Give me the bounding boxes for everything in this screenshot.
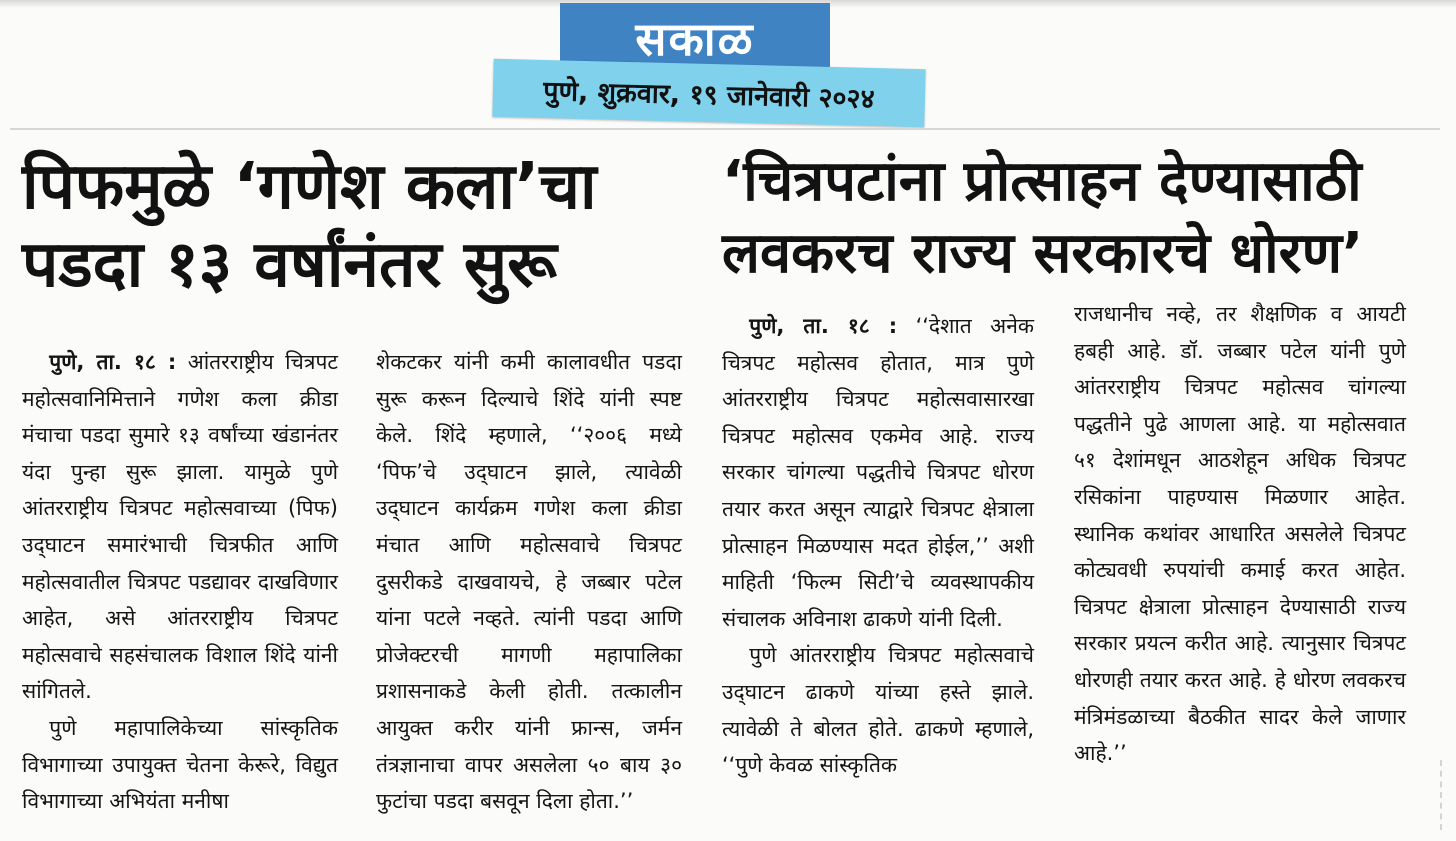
article1-headline <box>22 148 597 304</box>
article2-dateline: पुणे, ता. १८ : <box>749 314 898 338</box>
article1-headline-line1: पिफमुळे ‘गणेश कला’चा <box>22 150 597 224</box>
article1-column2 <box>376 344 682 820</box>
article1-paragraph2: पुणे महापालिकेच्या सांस्कृतिक विभागाच्या उपायुक्त चेतना केरूरे, विद्युत विभागाच्या अभियंता मनीषा <box>22 715 338 814</box>
article1-headline-line2: पडदा १३ वर्षांनंतर सुरू <box>22 228 557 303</box>
article2-paragraph3: राजधानीच नव्हे, तर शैक्षणिक व आयटी हबही आहे. डॉ. जब्बार पटेल यांनी पुणे आंतरराष्ट्रीय चित्रपट महोत्सव चांगल्या पद्धतीने पुढे आणला आहे. या महोत्सवात ५१ देशांमधून आठशेहून अधिक चित्रपट रसिकांना पाहण्यास मिळणार आहेत. स्थानिक कथांवर आधारित असलेले चित्रपट कोट्यवधी रुपयांची कमाई करत आहेत. चित्रपट क्षेत्राला प्रोत्साहन देण्यासाठी राज्य सरकार प्रयत्न करीत आहे. त्यानुसार चित्रपट धोरणही तयार करत आहे. हे धोरण लवकरच मंत्रिमंडळाच्या बैठकीत सादर केले जाणार आहे.’’ <box>1074 302 1406 766</box>
article2-paragraph2: पुणे आंतरराष्ट्रीय चित्रपट महोत्सवाचे उद्‌घाटन ढाकणे यांच्या हस्ते झाले. त्यावेळी ते बोलत होते. ढाकणे म्हणाले, ‘‘पुणे केवळ सांस्कृतिक <box>722 643 1034 778</box>
article1-column1 <box>22 344 338 820</box>
edition-dateline-strip <box>492 59 925 128</box>
article2-column1 <box>722 308 1034 784</box>
paper-fold-mark <box>1422 760 1442 830</box>
article1-dateline: पुणे, ता. १८ : <box>49 350 177 374</box>
article2-headline-line2: लवकरच राज्य सरकारचे धोरण’ <box>722 220 1364 286</box>
article2-column2 <box>1074 296 1406 772</box>
article1-paragraph3: शेकटकर यांनी कमी कालावधीत पडदा सुरू करून दिल्याचे शिंदे यांनी स्पष्ट केले. शिंदे म्हणाले, ‘‘२००६ मध्ये ‘पिफ’चे उद्‌घाटन झाले, त्यावेळी उद्‌घाटन कार्यक्रम गणेश कला क्रीडा मंचात आणि महोत्सवाचे चित्रपट दुसरीकडे दाखवायचे, हे जब्बार पटेल यांना पटले नव्हते. त्यांनी पडदा आणि प्रोजेक्टरची मागणी महापालिका प्रशासनाकडे केली होती. तत्कालीन आयुक्त करीर यांनी फ्रान्स, जर्मन तंत्रज्ञानाचा वापर असलेला ५० बाय ३० फुटांचा पडदा बसवून दिला होता.’’ <box>376 350 682 814</box>
article1-paragraph1-text: आंतरराष्ट्रीय चित्रपट महोत्सवानिमित्ताने गणेश कला क्रीडा मंचाचा पडदा सुमारे १३ वर्षांच्या खंडानंतर यंदा पुन्हा सुरू झाला. यामुळे पुणे आंतरराष्ट्रीय चित्रपट महोत्सवाच्या (पिफ) उद्‌घाटन समारंभाची चित्रफीत आणि महोत्सवातील चित्रपट पडद्यावर दाखविणार आहेत, असे आंतरराष्ट्रीय चित्रपट महोत्सवाचे सहसंचालक विशाल शिंदे यांनी सांगितले. <box>22 350 338 704</box>
article2-paragraph1 <box>722 308 1034 637</box>
article1-paragraph1 <box>22 344 338 710</box>
article2-paragraph1-text: ‘‘देशात अनेक चित्रपट महोत्सव होतात, मात्र पुणे आंतरराष्ट्रीय चित्रपट महोत्सवासारखा चित्रपट महोत्सव एकमेव आहे. राज्य सरकार चांगल्या पद्धतीचे चित्रपट धोरण तयार करत असून त्याद्वारे चित्रपट क्षेत्राला प्रोत्साहन मिळण्यास मदत होईल,’’ अशी माहिती ‘फिल्म सिटी’चे व्यवस्थापकीय संचालक अविनाश ढाकणे यांनी दिली. <box>722 314 1034 631</box>
masthead-divider <box>10 128 1440 130</box>
article2-headline <box>722 146 1363 289</box>
edition-dateline: पुणे, शुक्रवार, १९ जानेवारी २०२४ <box>542 75 875 115</box>
article2-headline-line1: ‘चित्रपटांना प्रोत्साहन देण्यासाठी <box>722 149 1362 214</box>
masthead-title: सकाळ <box>635 12 755 66</box>
